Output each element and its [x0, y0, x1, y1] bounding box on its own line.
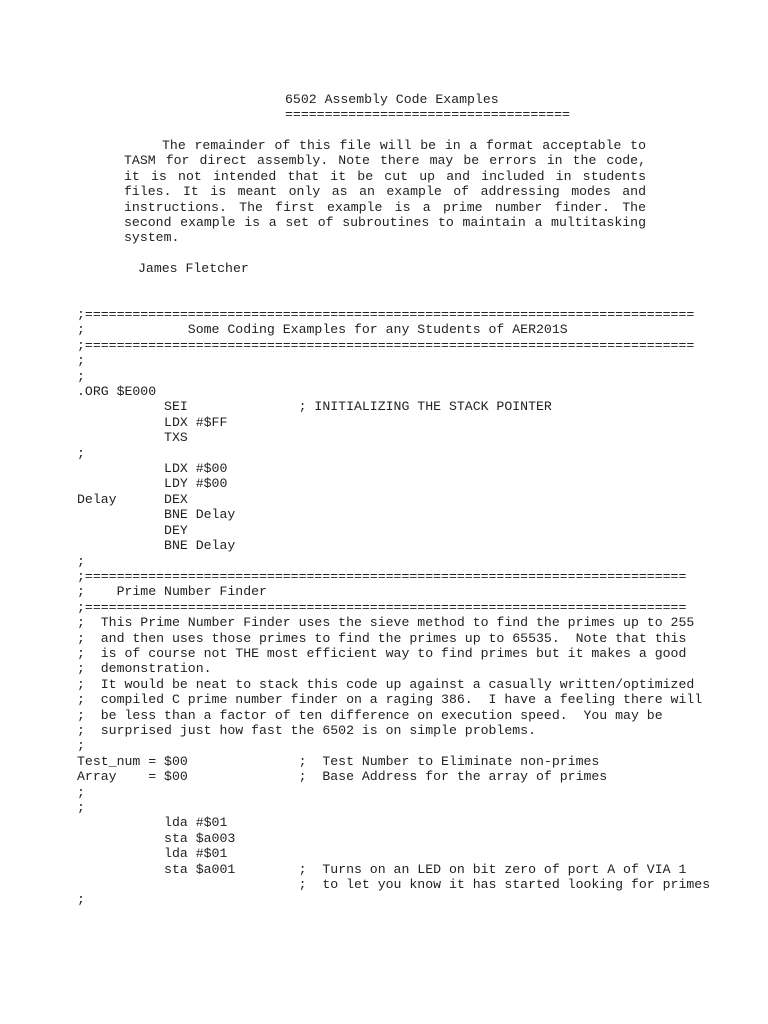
- code-line: sta $a001 ; Turns on an LED on bit zero of port A of VIA 1: [77, 861, 687, 877]
- code-line: ;============================================================================: [77, 599, 687, 615]
- code-line: ; demonstration.: [77, 661, 212, 677]
- code-line: lda #$01: [77, 815, 228, 831]
- code-line: TXS: [77, 430, 188, 446]
- code-line: Delay DEX: [77, 491, 188, 507]
- code-line: LDX #$00: [77, 461, 228, 477]
- code-line: LDY #$00: [77, 476, 228, 492]
- code-line: ;=============================================================================: [77, 307, 695, 322]
- code-line: ; be less than a factor of ten difference on execution speed. You may be: [77, 707, 663, 723]
- code-line: ; Prime Number Finder: [77, 584, 267, 600]
- code-line: ;: [77, 553, 85, 569]
- code-line: ; It would be neat to stack this code up against a casually written/optimized: [77, 676, 695, 692]
- code-line: ;: [77, 445, 85, 461]
- code-line: ; compiled C prime number finder on a raging 386. I have a feeling there will: [77, 692, 703, 708]
- title-underline: ====================================: [285, 107, 570, 123]
- code-line: BNE Delay: [77, 507, 236, 523]
- code-line: ; Some Coding Examples for any Students of AER201S: [77, 322, 568, 338]
- code-line: sta $a003: [77, 830, 236, 846]
- intro-paragraph: [124, 138, 646, 246]
- code-line: BNE Delay: [77, 538, 236, 554]
- code-line: ;: [77, 784, 85, 800]
- code-line: ;============================================================================: [77, 568, 687, 584]
- code-line: SEI ; INITIALIZING THE STACK POINTER: [77, 399, 552, 415]
- code-line: Test_num = $00 ; Test Number to Eliminate non-primes: [77, 753, 600, 769]
- code-line: DEY: [77, 522, 188, 538]
- code-line: ; and then uses those primes to find the primes up to 65535. Note that this: [77, 630, 687, 646]
- code-line: ; surprised just how fast the 6502 is on simple problems.: [77, 722, 536, 738]
- intro-text: The remainder of this file will be in a format acceptable to TASM for direct assembly. Note there may be errors in the code, it is not intended that it be cut up and included in students files. It is meant only as an example of addressing modes and instructions. The first example is a prime number finder. The second example is a set of subroutines to maintain a multitasking system.: [124, 138, 646, 246]
- code-listing: [77, 307, 710, 908]
- code-line: ; This Prime Number Finder uses the sieve method to find the primes up to 255: [77, 615, 695, 631]
- code-line: lda #$01: [77, 846, 228, 862]
- code-line: ;: [77, 738, 85, 754]
- code-line: ; to let you know it has started looking for primes: [77, 877, 711, 893]
- code-line: .ORG $E000: [77, 384, 157, 400]
- code-line: LDX #$FF: [77, 414, 228, 430]
- code-line: ;: [77, 368, 85, 384]
- code-line: ;=============================================================================: [77, 337, 695, 353]
- document-title: 6502 Assembly Code Examples: [285, 92, 499, 107]
- author-name: James Fletcher: [138, 261, 249, 276]
- code-line: ;: [77, 353, 85, 369]
- code-line: ;: [77, 892, 85, 908]
- code-line: ; is of course not THE most efficient way to find primes but it makes a good: [77, 645, 687, 661]
- document-title-block: [285, 92, 570, 123]
- code-line: ;: [77, 800, 85, 815]
- code-line: Array = $00 ; Base Address for the array of primes: [77, 769, 608, 785]
